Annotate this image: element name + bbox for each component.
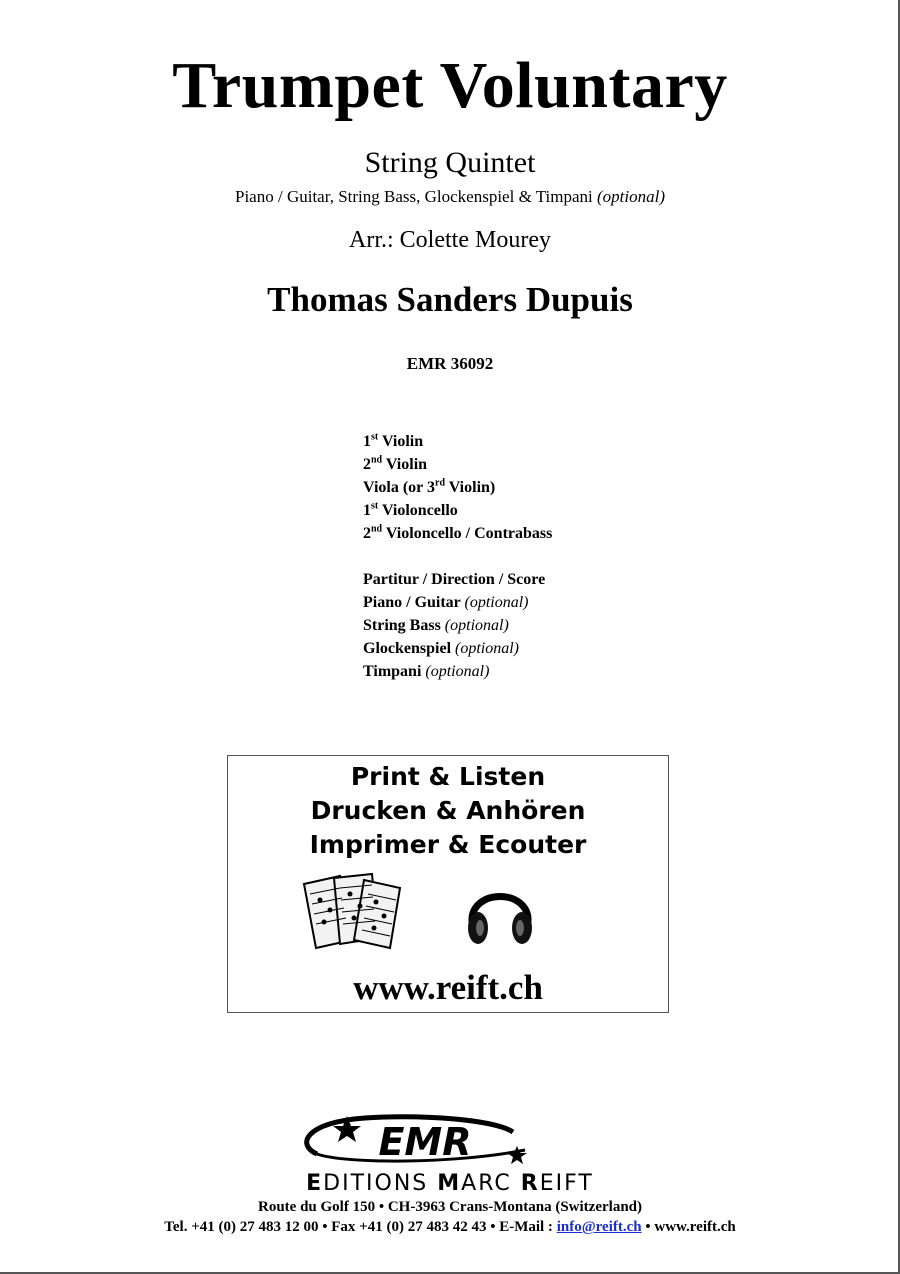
promo-icons [228, 862, 668, 956]
promo-url[interactable]: www.reift.ch [353, 968, 543, 1007]
part-item: String Bass (optional) [363, 617, 509, 634]
svg-text:EMR: EMR [378, 1120, 472, 1164]
print-and-listen-box[interactable] [227, 755, 669, 1013]
part-item: Piano / Guitar (optional) [363, 594, 529, 611]
part-item: 1st Violoncello [363, 500, 458, 519]
promo-line-en: Print & Listen [350, 762, 546, 791]
part-item: Glockenspiel (optional) [363, 640, 520, 657]
instrumentation-line [0, 187, 900, 207]
part-item: Timpani (optional) [363, 663, 490, 680]
subtitle: String Quintet [364, 146, 536, 179]
catalog-number: EMR 36092 [406, 354, 494, 373]
publisher-address: Route du Golf 150 • CH-3963 Crans-Montana (Switzerland) [258, 1199, 642, 1215]
instrumentation-text: Piano / Guitar, String Bass, Glockenspiel & Timpani [235, 187, 597, 206]
arranger: Arr.: Colette Mourey [349, 227, 551, 253]
other-parts-list [363, 568, 545, 683]
string-parts-list [363, 430, 552, 545]
composer: Thomas Sanders Dupuis [267, 280, 633, 319]
part-item: 2nd Violin [363, 454, 428, 473]
publisher-contact: Tel. +41 (0) 27 483 12 00 • Fax +41 (0) 27 483 42 43 • E-Mail : info@reift.ch • www.reift.ch [164, 1219, 736, 1235]
instrumentation-optional: (optional) [597, 187, 665, 206]
part-item: 2nd Violoncello / Contrabass [363, 523, 553, 542]
part-item: Viola (or 3rd Violin) [363, 477, 496, 496]
emr-logo-icon [255, 1110, 545, 1172]
part-item: Partitur / Direction / Score [363, 571, 546, 588]
headphones-icon [464, 870, 536, 950]
part-item: 1st Violin [363, 431, 424, 450]
publisher-name: EDITIONS MARC REIFT [306, 1171, 594, 1196]
promo-line-fr: Imprimer & Ecouter [309, 830, 587, 859]
email-link[interactable]: info@reift.ch [556, 1219, 642, 1235]
page-title: Trumpet Voluntary [172, 49, 728, 122]
sheet-music-icon [300, 870, 412, 950]
promo-line-de: Drucken & Anhören [310, 796, 586, 825]
